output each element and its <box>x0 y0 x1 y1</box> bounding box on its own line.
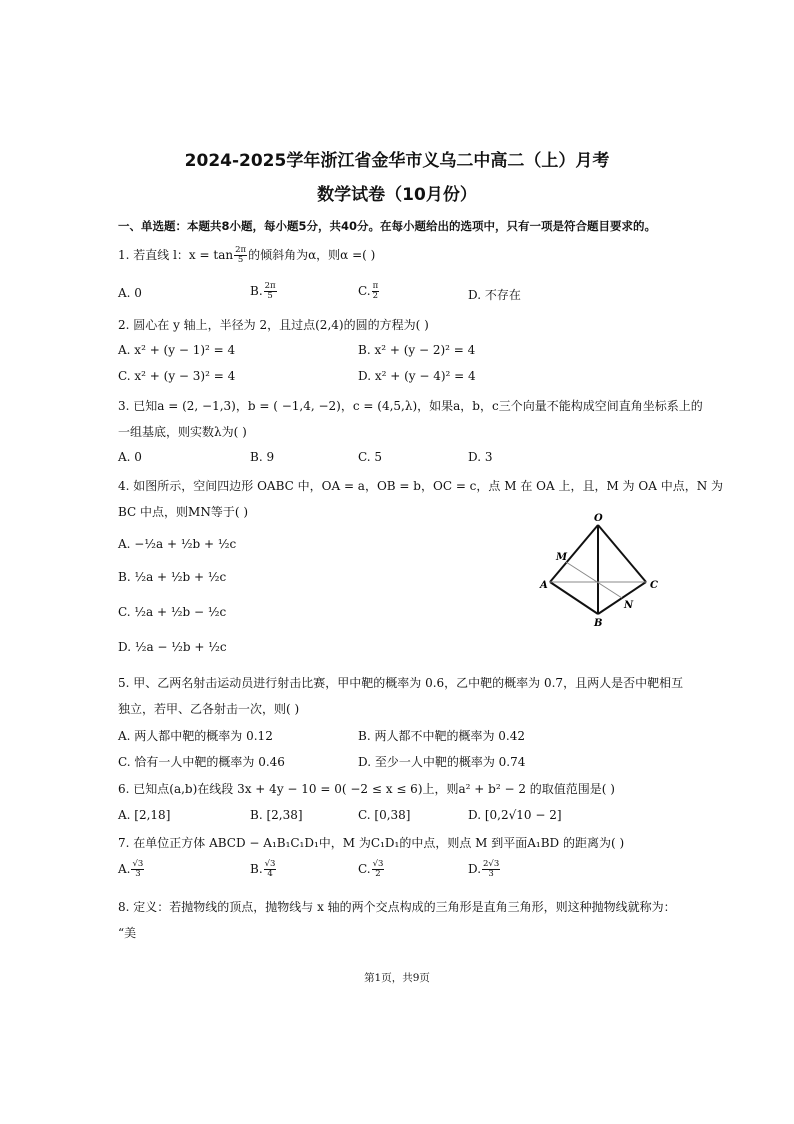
q1-frac-num: 2π <box>235 245 247 255</box>
q7-option-a-den: 3 <box>135 869 141 879</box>
q1-option-c-den: 2 <box>372 291 379 301</box>
q5-option-b: B. 两人都不中靶的概率为 0.42 <box>358 729 525 743</box>
q5-line2: 独立，若甲、乙各射击一次，则( ) <box>118 702 300 716</box>
q6-option-b: B. [2,38] <box>250 808 303 822</box>
q3-option-a: A. 0 <box>118 450 142 464</box>
q1-frac-den: 5 <box>237 255 244 265</box>
q7-option-b <box>250 860 277 879</box>
exam-subtitle: 数学试卷（10月份） <box>317 185 477 205</box>
segment-mn <box>566 562 622 598</box>
q5-line1: 5. 甲、乙两名射击运动员进行射击比赛，甲中靶的概率为 0.6，乙中靶的概率为 0.7，且两人是否中靶相互 <box>118 676 684 690</box>
q1-fraction <box>234 246 247 265</box>
q7-option-b-num: √3 <box>264 859 276 869</box>
q1-option-c-frac <box>372 282 380 301</box>
q7-option-b-label: B. <box>250 862 263 876</box>
page-footer: 第1页，共9页 <box>364 972 430 984</box>
q1-option-b-num: 2π <box>264 281 276 291</box>
tetrahedron-figure <box>538 510 668 630</box>
q3-option-c: C. 5 <box>358 450 383 464</box>
q1-stem-a: 1. 若直线 l：x = tan <box>118 248 234 262</box>
q2-option-c: C. x² + (y − 3)² = 4 <box>118 369 236 383</box>
q6-option-d: D. [0,2√10 − 2] <box>468 808 562 822</box>
section-heading: 一、单选题：本题共8小题，每小题5分，共40分。在每小题给出的选项中，只有一项是符合题目要求的。 <box>118 219 657 233</box>
q1-option-b-label: B. <box>250 284 263 298</box>
q2-option-a: A. x² + (y − 1)² = 4 <box>118 343 236 357</box>
q7-option-d-num: 2√3 <box>483 859 500 869</box>
q2-option-d: D. x² + (y − 4)² = 4 <box>358 369 476 383</box>
q1-option-c <box>358 282 380 301</box>
label-n: N <box>624 600 634 611</box>
q4-option-a: A. −½a + ½b + ½c <box>118 537 237 551</box>
q6-option-a: A. [2,18] <box>118 808 171 822</box>
q1-stem-b: 的倾斜角为α，则α =( ) <box>248 248 376 262</box>
q2-option-b: B. x² + (y − 2)² = 4 <box>358 343 476 357</box>
q7-option-a <box>118 860 145 879</box>
q1-option-b-den: 5 <box>267 291 273 301</box>
q7-stem: 7. 在单位正方体 ABCD − A₁B₁C₁D₁中，M 为C₁D₁的中点，则点 M 到平面A₁BD 的距离为( ) <box>118 836 625 850</box>
label-o: O <box>594 513 603 524</box>
q8-line2: “美 <box>118 926 137 940</box>
q2-stem: 2. 圆心在 y 轴上，半径为 2，且过点(2,4)的圆的方程为( ) <box>118 318 429 332</box>
q1-option-d: D. 不存在 <box>468 288 521 302</box>
q1-option-b-frac <box>264 282 277 301</box>
q7-option-a-num: √3 <box>132 859 144 869</box>
q7-option-d-den: 3 <box>488 869 494 879</box>
q6-option-c: C. [0,38] <box>358 808 411 822</box>
q5-option-c: C. 恰有一人中靶的概率为 0.46 <box>118 755 285 769</box>
q4-option-b: B. ½a + ½b + ½c <box>118 570 227 584</box>
q7-option-d <box>468 860 501 879</box>
q4-line2: BC 中点，则MN等于( ) <box>118 505 249 519</box>
q7-option-c-num: √3 <box>372 859 384 869</box>
q7-option-a-frac <box>131 860 144 879</box>
q1-option-c-label: C. <box>358 284 371 298</box>
q3-option-b: B. 9 <box>250 450 275 464</box>
label-c: C <box>650 580 658 591</box>
q1-option-b <box>250 282 278 301</box>
q1-stem <box>118 246 375 265</box>
exam-title: 2024-2025学年浙江省金华市义乌二中高二（上）月考 <box>184 151 610 171</box>
label-a: A <box>540 580 548 591</box>
q6-stem: 6. 已知点(a,b)在线段 3x + 4y − 10 = 0( −2 ≤ x ≤ 6)上，则a² + b² − 2 的取值范围是( ) <box>118 782 615 796</box>
q7-option-c-frac <box>372 860 385 879</box>
q3-line1: 3. 已知a = (2, −1,3)，b = ( −1,4, −2)，c = (4,5,λ)，如果a，b，c三个向量不能构成空间直角坐标系上的 <box>118 399 703 413</box>
label-m: M <box>556 552 568 563</box>
edge-oc <box>598 525 646 582</box>
q4-option-c: C. ½a + ½b − ½c <box>118 605 227 619</box>
q1-option-c-num: π <box>372 281 379 291</box>
q7-option-c-label: C. <box>358 862 371 876</box>
q7-option-c-den: 2 <box>375 869 381 879</box>
q7-option-d-frac <box>482 860 500 879</box>
edge-ab <box>550 582 598 614</box>
q7-option-a-label: A. <box>118 862 131 876</box>
q7-option-d-label: D. <box>468 862 482 876</box>
q5-option-a: A. 两人都中靶的概率为 0.12 <box>118 729 273 743</box>
q7-option-b-frac <box>264 860 277 879</box>
q8-line1: 8. 定义：若抛物线的顶点，抛物线与 x 轴的两个交点构成的三角形是直角三角形，则这种抛物线就称为： <box>118 900 676 914</box>
q7-option-c <box>358 860 385 879</box>
q3-line2: 一组基底，则实数λ为( ) <box>118 425 247 439</box>
q7-option-b-den: 4 <box>267 869 273 879</box>
q5-option-d: D. 至少一人中靶的概率为 0.74 <box>358 755 526 769</box>
q4-option-d: D. ½a − ½b + ½c <box>118 640 227 654</box>
q3-option-d: D. 3 <box>468 450 493 464</box>
q4-line1: 4. 如图所示，空间四边形 OABC 中，OA = a，OB = b，OC = c，点 M 在 OA 上，且，M 为 OA 中点，N 为 <box>118 479 724 493</box>
q1-option-a: A. 0 <box>118 286 142 300</box>
label-b: B <box>594 618 603 629</box>
